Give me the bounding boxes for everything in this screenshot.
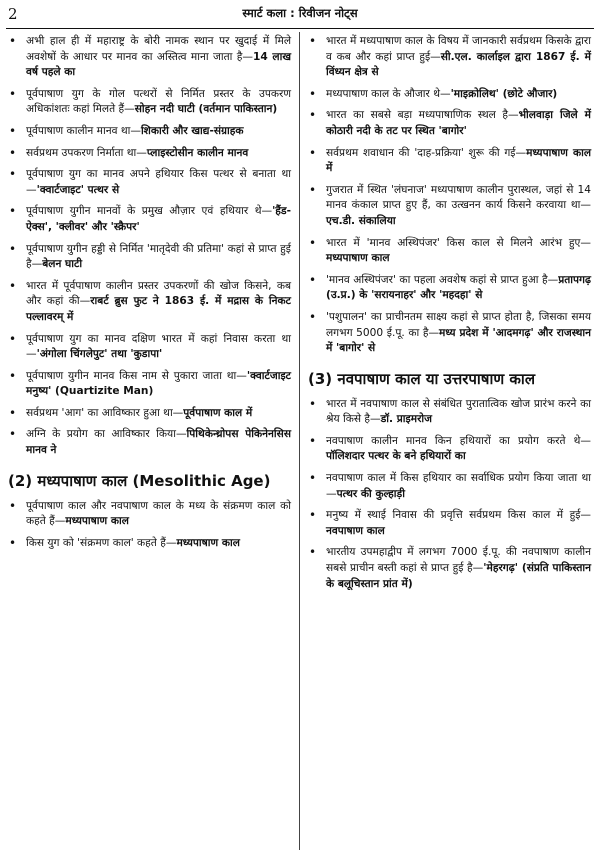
list-item: [308, 545, 591, 592]
list-item: [308, 508, 591, 539]
question-text: पूर्वपाषाण युगीन मानवों के प्रमुख औज़ार एवं हथियार थे—: [26, 205, 273, 218]
bullet-icon: •: [309, 471, 317, 486]
list-item: [8, 124, 291, 140]
bullet-icon: •: [9, 204, 17, 219]
list-item: [8, 427, 291, 458]
list-item: [308, 434, 591, 465]
answer-text: मध्यपाषाण काल: [326, 252, 390, 265]
list-item: [308, 310, 591, 357]
bullet-icon: •: [309, 86, 317, 101]
list-item: [8, 146, 291, 162]
list-item: [308, 87, 591, 103]
bullet-icon: •: [309, 108, 317, 123]
question-text: भारत का सबसे बड़ा मध्यपाषाणिक स्थल है—: [326, 109, 519, 122]
answer-text: पिथिकेन्थ्रोपस पेकिनेनसिस मानव ने: [26, 428, 291, 457]
question-text: नवपाषाण कालीन मानव किन हथियारों का प्रयोग करते थे—: [326, 434, 591, 447]
answer-text: डॉ. प्राइमरोज: [380, 413, 433, 426]
list-item: [308, 146, 591, 177]
list-item: [8, 332, 291, 363]
answer-text: मध्य प्रदेश में 'आदमगढ़' और राजस्थान में 'बागोर' से: [326, 326, 591, 355]
question-text: 'मानव अस्थिपंजर' का पहला अवशेष कहां से प्राप्त हुआ है—: [326, 273, 559, 286]
question-text: सर्वप्रथम उपकरण निर्माता था—: [26, 146, 147, 159]
answer-text: 'माइक्रोलिथ' (छोटे औजार): [450, 87, 558, 100]
bullet-icon: •: [9, 278, 17, 293]
question-text: पूर्वपाषाण युग के गोल पत्थरों से निर्मित प्रस्तर के उपकरण अधिकांशतः कहां मिलते हैं—: [26, 87, 291, 116]
question-text: पूर्वपाषाण युगीन हड्डी से निर्मित 'मातृदेवी की प्रतिमा' कहां से प्राप्त हुई है—: [26, 242, 291, 271]
answer-text: मध्यपाषाण काल: [176, 536, 240, 549]
bullet-icon: •: [9, 123, 17, 138]
bullet-icon: •: [9, 427, 17, 442]
question-text: नवपाषाण काल में किस हथियार का सर्वाधिक प्रयोग किया जाता था—: [326, 472, 591, 500]
bullet-icon: •: [309, 34, 317, 48]
running-title: स्मार्ट कला : रिवीजन नोट्स: [242, 6, 358, 20]
right-section-list: [308, 397, 591, 593]
bullet-icon: •: [9, 86, 17, 101]
answer-text: पूर्वपाषाण काल में: [183, 406, 253, 419]
question-text: गुजरात में स्थित 'लंघनाज' मध्यपाषाण कालीन पुरास्थल, जहां से 14 मानव कंकाल प्राप्त हुए हैं, का उत्खनन कार्य किसने करवाया था—: [326, 183, 591, 212]
list-item: [8, 242, 291, 273]
list-item: [308, 471, 591, 502]
bullet-icon: •: [9, 405, 17, 420]
question-text: सर्वप्रथम शवाधान की 'दाह-प्रक्रिया' शुरू की गई—: [326, 146, 527, 159]
question-text: पूर्वपाषाण युगीन मानव किस नाम से पुकारा जाता था—: [26, 369, 247, 382]
list-item: [8, 204, 291, 235]
question-text: पूर्वपाषाण युग का मानव अपने हथियार किस पत्थर से बनाता था—: [26, 168, 291, 196]
page-number: 2: [8, 5, 18, 23]
answer-text: प्लाइस्टोसीन कालीन मानव: [146, 146, 249, 159]
answer-text: पॉलिशदार पत्थर के बने हथियारों का: [326, 450, 466, 463]
answer-text: शिकारी और खाद्य-संग्राहक: [140, 124, 244, 137]
bullet-icon: •: [9, 368, 17, 383]
list-item: [308, 236, 591, 267]
answer-text: 14 लाख वर्ष पहले का: [26, 50, 291, 79]
bullet-icon: •: [309, 433, 317, 448]
list-item: [308, 183, 591, 230]
left-section-list: [8, 499, 291, 552]
list-item: [8, 369, 291, 400]
question-text: सर्वप्रथम 'आग' का आविष्कार हुआ था—: [26, 406, 184, 419]
list-item: [8, 87, 291, 118]
list-item: [308, 273, 591, 304]
question-text: अग्नि के प्रयोग का आविष्कार किया—: [26, 428, 187, 441]
answer-text: एच.डी. संकालिया: [326, 214, 396, 227]
answer-text: 'क्वार्टजाइट' पत्थर से: [36, 183, 120, 196]
answer-text: प्रतापगढ़ (उ.प्र.) के 'सरायनाहर' और 'महदहा' से: [326, 273, 591, 302]
answer-text: राबर्ट ब्रुस फुट ने 1863 ई. में मद्रास के निकट पल्लावरम् में: [26, 295, 291, 323]
answer-text: 'हैंड-ऐक्स', 'क्लीवर' और 'स्क्रैपर': [26, 205, 291, 233]
question-text: मध्यपाषाण काल के औजार थे—: [326, 87, 451, 100]
bullet-icon: •: [309, 396, 317, 411]
question-text: भारत में नवपाषाण काल से संबंधित पुरातात्विक खोज प्रारंभ करने का श्रेय किसे है—: [326, 397, 591, 426]
section-heading-neolithic: (3) नवपाषाण काल या उत्तरपाषाण काल: [308, 369, 535, 388]
answer-text: मध्यपाषाण काल में: [326, 146, 591, 175]
list-item: [8, 406, 291, 422]
question-text: भारतीय उपमहाद्वीप में लगभग 7000 ई.पू. की नवपाषाण कालीन सबसे प्राचीन बस्ती कहां से प्राप्त हुई है—: [326, 546, 591, 575]
bullet-icon: •: [309, 508, 317, 523]
answer-text: भीलवाड़ा जिले में कोठारी नदी के तट पर स्थित 'बागोर': [326, 109, 591, 137]
bullet-icon: •: [309, 545, 317, 560]
answer-text: सोहन नदी घाटी (वर्तमान पाकिस्तान): [134, 103, 278, 116]
answer-text: 'अंगोला चिंगलेपुट' तथा 'कुडापा': [36, 348, 163, 361]
answer-text: सी.एल. कार्लाइल द्वारा 1867 ई. में विंध्यन क्षेत्र से: [326, 50, 591, 79]
question-text: 'पशुपालन' का प्राचीनतम साक्ष्य कहां से प्राप्त होता है, जिसका समय लगभग 5000 ई.पू. का है—: [326, 310, 591, 339]
list-item: [308, 34, 591, 81]
bullet-icon: •: [309, 235, 317, 250]
question-text: भारत में मध्यपाषाण काल के विषय में जानकारी सर्वप्रथम किसके द्वारा व कब और कहां प्राप्त हुई—: [326, 35, 591, 63]
answer-text: 'क्वार्टजाइट मनुष्य' (Quartizite Man): [26, 369, 291, 398]
bullet-icon: •: [9, 145, 17, 160]
list-item: [8, 499, 291, 530]
bullet-icon: •: [9, 498, 17, 513]
bullet-icon: •: [9, 535, 17, 550]
list-item: [8, 279, 291, 326]
list-item: [308, 108, 591, 139]
left-list: [8, 34, 291, 459]
answer-text: नवपाषाण काल: [326, 524, 385, 537]
column-divider: [299, 32, 300, 850]
bullet-icon: •: [9, 167, 17, 182]
question-text: पूर्वपाषाण काल और नवपाषाण काल के मध्य के संक्रमण काल को कहते हैं—: [26, 499, 291, 528]
question-text: भारत में पूर्वपाषाण कालीन प्रस्तर उपकरणों की खोज किसने, कब और कहां की—: [26, 279, 291, 308]
question-text: अभी हाल ही में महाराष्ट्र के बोरी नामक स्थान पर खुदाई में मिले अवशेषों के आधार पर मानव का अस्तित्व माना जाता है—: [26, 35, 291, 63]
header-rule: [6, 28, 594, 29]
bullet-icon: •: [309, 309, 317, 324]
question-text: मनुष्य में स्थाई निवास की प्रवृत्ति सर्वप्रथम किस काल में हुई—: [326, 509, 591, 522]
section-heading-mesolithic: (2) मध्यपाषाण काल (Mesolithic Age): [8, 471, 271, 490]
bullet-icon: •: [309, 145, 317, 160]
right-list: [308, 34, 591, 357]
bullet-icon: •: [9, 34, 17, 48]
right-column: [308, 34, 591, 598]
list-item: [308, 397, 591, 428]
bullet-icon: •: [309, 272, 317, 287]
bullet-icon: •: [9, 331, 17, 346]
question-text: भारत में 'मानव अस्थिपंजर' किस काल से मिलने आरंभ हुए—: [326, 236, 591, 249]
answer-text: मध्यपाषाण काल: [65, 515, 129, 528]
list-item: [8, 167, 291, 198]
answer-text: पत्थर की कुल्हाड़ी: [336, 487, 405, 500]
bullet-icon: •: [309, 182, 317, 197]
answer-text: बेलन घाटी: [42, 258, 83, 271]
question-text: पूर्वपाषाण कालीन मानव था—: [26, 124, 141, 137]
question-text: पूर्वपाषाण युग का मानव दक्षिण भारत में कहां निवास करता था—: [26, 332, 291, 361]
bullet-icon: •: [9, 241, 17, 256]
question-text: किस युग को 'संक्रमण काल' कहते हैं—: [26, 536, 177, 549]
answer-text: 'मेहरगढ़' (संप्रति पाकिस्तान के बलूचिस्तान प्रांत में): [326, 562, 591, 590]
left-column: [8, 34, 291, 557]
list-item: [8, 536, 291, 552]
list-item: [8, 34, 291, 81]
